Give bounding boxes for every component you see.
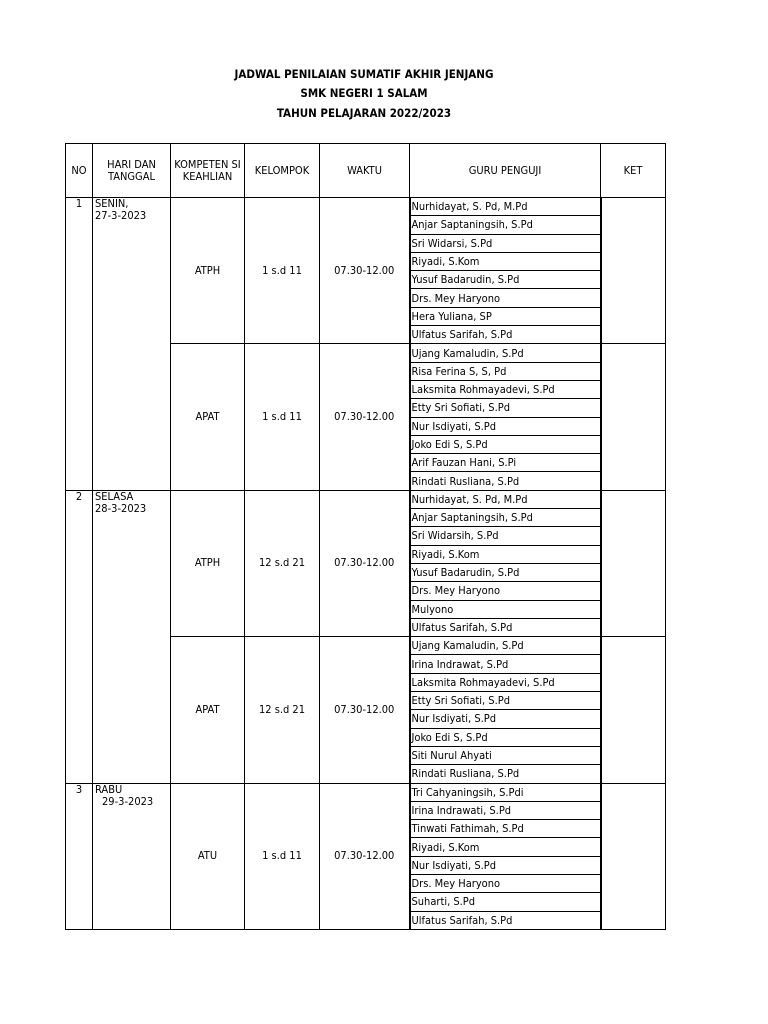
header-kelompok: KELOMPOK	[245, 144, 320, 198]
day-date-cell	[93, 783, 171, 929]
guru-name: Nur Isdiyati, S.Pd	[411, 712, 496, 726]
table-row	[66, 490, 666, 508]
guru-name: Ulfatus Sarifah, S.Pd	[411, 328, 513, 342]
guru-penguji-cell	[410, 911, 601, 929]
guru-name: Sri Widarsih, S.Pd	[411, 529, 499, 543]
guru-penguji-cell	[410, 216, 601, 234]
guru-name: Anjar Saptaningsih, S.Pd	[411, 511, 533, 525]
kompetensi-cell: APAT	[171, 344, 245, 490]
day-number: 2	[66, 490, 93, 783]
guru-penguji-cell	[410, 582, 601, 600]
guru-name: Tri Cahyaningsih, S.Pdi	[411, 785, 524, 799]
guru-penguji-cell	[410, 783, 601, 801]
ket-cell	[601, 344, 666, 490]
guru-name: Laksmita Rohmayadevi, S.Pd	[411, 675, 555, 689]
guru-penguji-cell	[410, 893, 601, 911]
guru-penguji-cell	[410, 728, 601, 746]
guru-name: Riyadi, S.Kom	[411, 255, 480, 269]
guru-name: Irina Indrawati, S.Pd	[411, 803, 512, 817]
day-name: RABU	[95, 783, 123, 796]
guru-name: Irina Indrawat, S.Pd	[411, 657, 509, 671]
guru-name: Ulfatus Sarifah, S.Pd	[411, 620, 513, 634]
guru-name: Laksmita Rohmayadevi, S.Pd	[411, 383, 555, 397]
guru-name: Suharti, S.Pd	[411, 895, 476, 909]
header-waktu: WAKTU	[320, 144, 410, 198]
waktu-cell: 07.30-12.00	[320, 198, 410, 344]
day-date: 29-3-2023	[102, 794, 154, 808]
kelompok-cell: 1 s.d 11	[245, 783, 320, 929]
title-line-3: TAHUN PELAJARAN 2022/2023	[276, 106, 452, 120]
guru-name: Ujang Kamaludin, S.Pd	[411, 639, 524, 653]
guru-penguji-cell	[410, 307, 601, 325]
title-line-2: SMK NEGERI 1 SALAM	[300, 86, 428, 100]
kelompok-cell: 12 s.d 21	[245, 637, 320, 783]
guru-penguji-cell	[410, 801, 601, 819]
kompetensi-cell: APAT	[171, 637, 245, 783]
header-ket: KET	[601, 144, 666, 198]
guru-penguji-cell	[410, 509, 601, 527]
guru-name: Arif Fauzan Hani, S.Pi	[411, 456, 517, 470]
guru-penguji-cell	[410, 545, 601, 563]
day-date: 28-3-2023	[95, 501, 147, 515]
guru-name: Ulfatus Sarifah, S.Pd	[411, 913, 513, 927]
table-header-row	[66, 144, 666, 198]
guru-name: Yusuf Badarudin, S.Pd	[411, 566, 520, 580]
guru-name: Riyadi, S.Kom	[411, 547, 480, 561]
guru-penguji-cell	[410, 344, 601, 362]
guru-penguji-cell	[410, 838, 601, 856]
header-hari-tanggal: HARI DAN TANGGAL	[93, 144, 171, 198]
guru-name: Joko Edi S, S.Pd	[411, 438, 488, 451]
guru-penguji-cell	[410, 673, 601, 691]
day-name: SENIN,	[95, 197, 129, 210]
guru-penguji-cell	[410, 271, 601, 289]
guru-penguji-cell	[410, 417, 601, 435]
kelompok-cell: 12 s.d 21	[245, 490, 320, 636]
guru-name: Yusuf Badarudin, S.Pd	[411, 273, 520, 287]
table-row	[66, 783, 666, 801]
guru-penguji-cell	[410, 820, 601, 838]
day-name: SELASA	[95, 490, 134, 503]
guru-penguji-cell	[410, 362, 601, 380]
day-date: 27-3-2023	[95, 209, 147, 222]
guru-penguji-cell	[410, 289, 601, 307]
kompetensi-cell: ATU	[171, 783, 245, 929]
guru-name: Drs. Mey Haryono	[411, 584, 501, 598]
guru-name: Nurhidayat, S. Pd, M.Pd	[411, 492, 528, 506]
guru-penguji-cell	[410, 600, 601, 618]
kelompok-cell: 1 s.d 11	[245, 198, 320, 344]
guru-name: Sri Widarsi, S.Pd	[411, 236, 493, 250]
guru-name: Hera Yuliana, SP	[411, 309, 492, 323]
waktu-cell: 07.30-12.00	[320, 344, 410, 490]
guru-penguji-cell	[410, 874, 601, 892]
guru-penguji-cell	[410, 326, 601, 344]
guru-name: Tinwati Fathimah, S.Pd	[411, 822, 524, 836]
guru-name: Etty Sri Sofiati, S.Pd	[411, 694, 510, 708]
ket-cell	[601, 490, 666, 636]
guru-penguji-cell	[410, 856, 601, 874]
guru-penguji-cell	[410, 399, 601, 417]
guru-name: Rindati Rusliana, S.Pd	[411, 474, 520, 488]
kompetensi-cell: ATPH	[171, 490, 245, 636]
guru-penguji-cell	[410, 765, 601, 783]
guru-penguji-cell	[410, 454, 601, 472]
guru-penguji-cell	[410, 252, 601, 270]
kelompok-cell: 1 s.d 11	[245, 344, 320, 490]
header-kompetensi: KOMPETEN SI KEAHLIAN	[171, 144, 245, 198]
guru-name: Nur Isdiyati, S.Pd	[411, 858, 496, 872]
guru-name: Risa Ferina S, S, Pd	[411, 364, 507, 378]
guru-name: Etty Sri Sofiati, S.Pd	[411, 401, 510, 415]
header-guru-penguji: GURU PENGUJI	[410, 144, 601, 198]
day-date-cell	[93, 490, 171, 783]
guru-penguji-cell	[410, 637, 601, 655]
table-row	[66, 198, 666, 216]
day-number: 1	[66, 198, 93, 491]
guru-name: Siti Nurul Ahyati	[411, 749, 492, 763]
guru-name: Joko Edi S, S.Pd	[411, 730, 488, 744]
kompetensi-cell: ATPH	[171, 198, 245, 344]
ket-cell	[601, 783, 666, 929]
guru-penguji-cell	[410, 435, 601, 453]
guru-penguji-cell	[410, 563, 601, 581]
guru-penguji-cell	[410, 746, 601, 764]
guru-penguji-cell	[410, 618, 601, 636]
ket-cell	[601, 198, 666, 344]
guru-penguji-cell	[410, 490, 601, 508]
guru-name: Nurhidayat, S. Pd, M.Pd	[411, 200, 528, 214]
guru-penguji-cell	[410, 710, 601, 728]
header-no: NO	[66, 144, 93, 198]
ket-cell	[601, 637, 666, 783]
waktu-cell: 07.30-12.00	[320, 490, 410, 636]
guru-penguji-cell	[410, 655, 601, 673]
guru-penguji-cell	[410, 472, 601, 490]
guru-penguji-cell	[410, 527, 601, 545]
guru-name: Nur Isdiyati, S.Pd	[411, 419, 496, 433]
schedule-table	[65, 143, 666, 930]
guru-name: Drs. Mey Haryono	[411, 291, 501, 305]
guru-name: Anjar Saptaningsih, S.Pd	[411, 218, 533, 232]
guru-penguji-cell	[410, 198, 601, 216]
waktu-cell: 07.30-12.00	[320, 637, 410, 783]
day-number: 3	[66, 783, 93, 929]
guru-name: Riyadi, S.Kom	[411, 840, 480, 854]
schedule-body	[66, 198, 666, 930]
guru-name: Drs. Mey Haryono	[411, 877, 501, 891]
title-line-1: JADWAL PENILAIAN SUMATIF AKHIR JENJANG	[234, 67, 494, 81]
guru-penguji-cell	[410, 234, 601, 252]
guru-name: Ujang Kamaludin, S.Pd	[411, 346, 524, 360]
day-date-cell	[93, 198, 171, 491]
guru-penguji-cell	[410, 380, 601, 398]
waktu-cell: 07.30-12.00	[320, 783, 410, 929]
guru-name: Rindati Rusliana, S.Pd	[411, 767, 520, 781]
guru-penguji-cell	[410, 692, 601, 710]
guru-name: Mulyono	[411, 602, 454, 616]
